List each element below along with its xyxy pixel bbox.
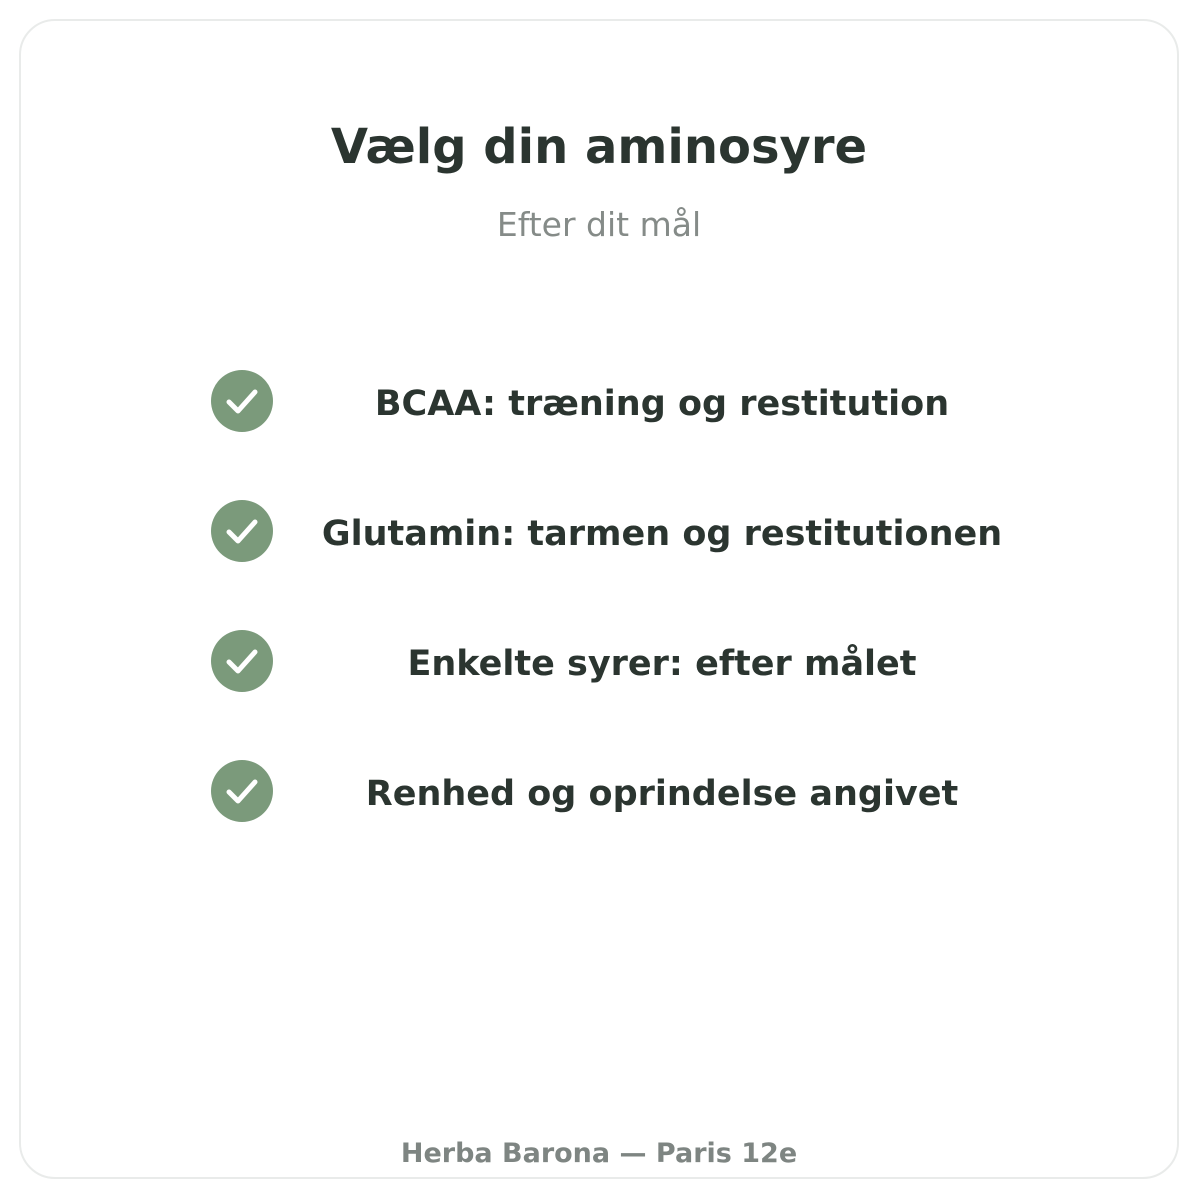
check-circle-icon [211, 760, 273, 822]
list-item [21, 500, 1177, 564]
page-title: Vælg din aminosyre [330, 119, 868, 175]
list-item-label: Renhed og oprindelse angivet [365, 774, 959, 814]
list-item [21, 370, 1177, 434]
list-item-label: Glutamin: tarmen og restitutionen [321, 514, 1003, 554]
check-circle-icon [211, 630, 273, 692]
check-circle-icon [211, 370, 273, 432]
list-item [21, 630, 1177, 694]
list-item [21, 760, 1177, 824]
checklist [21, 21, 1177, 1177]
list-item-label: Enkelte syrer: efter målet [407, 644, 917, 684]
check-circle-icon [211, 500, 273, 562]
footer-text: Herba Barona — Paris 12e [400, 1138, 798, 1169]
page-subtitle: Efter dit mål [496, 205, 702, 244]
card [19, 19, 1179, 1179]
list-item-label: BCAA: træning og restitution [374, 384, 950, 424]
